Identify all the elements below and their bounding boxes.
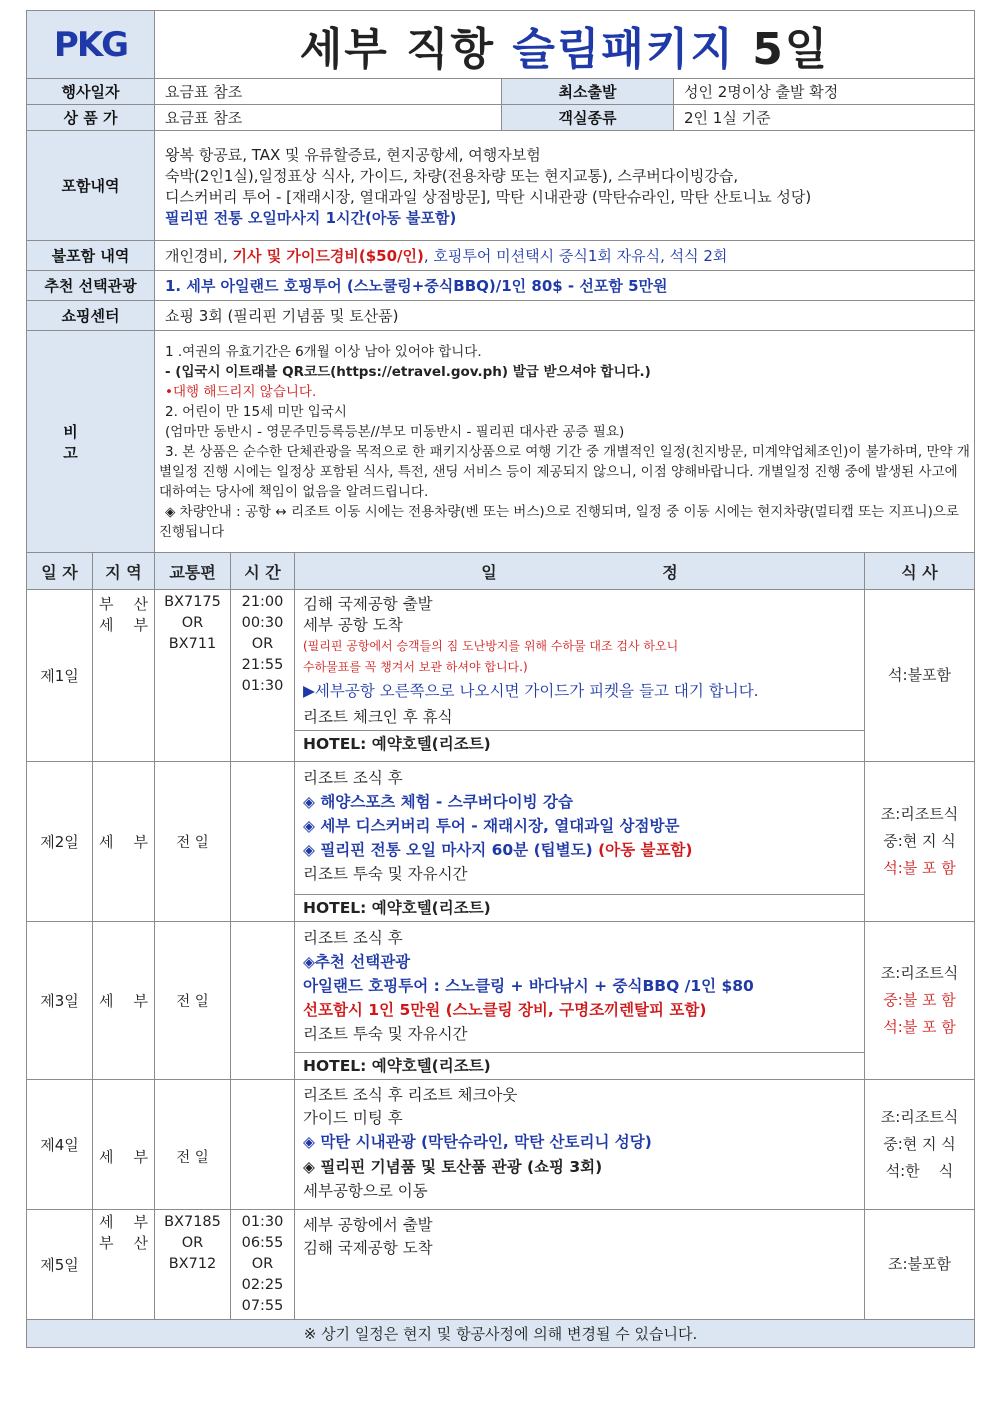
note-4: 2. 어린이 만 15세 미만 입국시	[165, 403, 347, 420]
min-departure-label: 최소출발	[502, 79, 674, 105]
schedule-detail: 김해 국제공항 출발 세부 공항 도착 (필리핀 공항에서 승객들의 짐 도난방지를 위해 수하물 대조 검사 하오니 수하물표를 꼭 챙겨서 보관 하셔야 합니다.) ▶세부공항 오른쪽으로 나오시면 가이드가 피켓을 들고 대기 합니다. 리조트 체크인 후 휴식 HOTEL: 예약호텔(리조트)	[295, 590, 865, 762]
flight-times	[231, 1080, 295, 1210]
room-type-label: 객실종류	[502, 105, 674, 131]
excluded-label: 불포함 내역	[27, 241, 155, 271]
transport: BX7185 OR BX712	[155, 1210, 231, 1320]
meal-info: 석:불포함	[865, 590, 975, 762]
day-row	[27, 762, 975, 922]
day-row	[27, 922, 975, 1080]
pkg-badge: PKG	[27, 11, 155, 79]
optional-tour-value: 1. 세부 아일랜드 호핑투어 (스노쿨링+중식BBQ)/1인 80$ - 선포함 5만원	[155, 271, 975, 301]
col-day: 일 자	[27, 553, 93, 590]
transport: 전 일	[155, 1080, 231, 1210]
hotel-info: HOTEL: 예약호텔(리조트)	[295, 894, 864, 921]
day-label: 제3일	[27, 922, 93, 1080]
note-7: ◈ 차량안내 : 공항 ↔ 리조트 이동 시에는 전용차량(벤 또는 버스)으로 진행되며, 일정 중 이동 시에는 현지차량(멀티캡 또는 지프니)으로 진행됩니다	[159, 503, 959, 540]
region: 세 부 부 산	[93, 1210, 155, 1320]
region: 세 부	[93, 762, 155, 922]
optional-tour-label: 추천 선택관광	[27, 271, 155, 301]
date-value: 요금표 참조	[155, 79, 502, 105]
footer-row	[27, 1320, 975, 1348]
day-row	[27, 1210, 975, 1320]
schedule-detail: 리조트 조식 후 리조트 체크아웃 가이드 미팅 후 ◈ 막탄 시내관광 (막탄슈라인, 막탄 산토리니 성당) ◈ 필리핀 기념품 및 토산품 관광 (쇼핑 3회) 세부공항으로 이동	[295, 1080, 865, 1210]
col-region: 지 역	[93, 553, 155, 590]
col-transport: 교통편	[155, 553, 231, 590]
title-table	[26, 10, 975, 79]
flight-times	[231, 922, 295, 1080]
transport: BX7175 OR BX711	[155, 590, 231, 762]
day-label: 제2일	[27, 762, 93, 922]
date-label: 행사일자	[27, 79, 155, 105]
region: 부 산 세 부	[93, 590, 155, 762]
price-label: 상 품 가	[27, 105, 155, 131]
included-content	[155, 131, 975, 241]
min-departure-value: 성인 2명이상 출발 확정	[674, 79, 975, 105]
note-2: - (입국시 이트래블 QR코드(https://etravel.gov.ph) 발급 받으셔야 합니다.)	[165, 363, 651, 380]
included-line-3: 디스커버리 투어 - [재래시장, 열대과일 상점방문], 막탄 시내관광 (막탄슈라인, 막탄 산토니뇨 성당)	[165, 187, 812, 206]
meal-info: 조:리조트식 중:불 포 함 석:불 포 함	[865, 922, 975, 1080]
included-line-1: 왕복 항공료, TAX 및 유류할증료, 현지공항세, 여행자보험	[165, 145, 541, 164]
price-value: 요금표 참조	[155, 105, 502, 131]
day-row	[27, 1080, 975, 1210]
meal-info: 조:불포함	[865, 1210, 975, 1320]
excluded-content: 개인경비, 기사 및 가이드경비($50/인), 호핑투어 미션택시 중식1회 자유식, 석식 2회	[155, 241, 975, 271]
flight-times: 01:30 06:55 OR 02:25 07:55	[231, 1210, 295, 1320]
hotel-info: HOTEL: 예약호텔(리조트)	[295, 1052, 864, 1079]
included-line-2: 숙박(2인1실),일정표상 식사, 가이드, 차량(전용차량 또는 현지교통), 스쿠버다이빙강습,	[165, 166, 739, 185]
page-title: 세부 직항 슬림패키지 5일	[155, 11, 975, 79]
schedule-header	[27, 553, 975, 590]
col-meal: 식 사	[865, 553, 975, 590]
shopping-value: 쇼핑 3회 (필리핀 기념품 및 토산품)	[155, 301, 975, 331]
footer-note: ※ 상기 일정은 현지 및 항공사정에 의해 변경될 수 있습니다.	[27, 1320, 975, 1348]
col-schedule: 일 정	[295, 553, 865, 590]
included-label: 포함내역	[27, 131, 155, 241]
day-label: 제5일	[27, 1210, 93, 1320]
schedule-detail: 리조트 조식 후 ◈ 해양스포츠 체험 - 스쿠버다이빙 강습 ◈ 세부 디스커버리 투어 - 재래시장, 열대과일 상점방문 ◈ 필리핀 전통 오일 마사지 60분 (팁별도) (아동 불포함) 리조트 투숙 및 자유시간 HOTEL: 예약호텔(리조트)	[295, 762, 865, 922]
region: 세 부	[93, 1080, 155, 1210]
transport: 전 일	[155, 922, 231, 1080]
note-3: •대행 해드리지 않습니다.	[165, 383, 317, 400]
meal-info: 조:리조트식 중:현 지 식 석:불 포 함	[865, 762, 975, 922]
notes-content	[155, 331, 975, 553]
schedule-table	[26, 552, 975, 1348]
shopping-label: 쇼핑센터	[27, 301, 155, 331]
schedule-detail: 세부 공항에서 출발 김해 국제공항 도착	[295, 1210, 865, 1320]
col-time: 시 간	[231, 553, 295, 590]
info-table	[26, 78, 975, 553]
room-type-value: 2인 1실 기준	[674, 105, 975, 131]
flight-times	[231, 762, 295, 922]
schedule-detail: 리조트 조식 후 ◈추천 선택관광 아일랜드 호핑투어 : 스노클링 + 바다낚시 + 중식BBQ /1인 $80 선포함시 1인 5만원 (스노클링 장비, 구명조끼렌탈피 포함) 리조트 투숙 및 자유시간 HOTEL: 예약호텔(리조트)	[295, 922, 865, 1080]
day-label: 제1일	[27, 590, 93, 762]
note-6: 3. 본 상품은 순수한 단체관광을 목적으로 한 패키지상품으로 여행 기간 중 개별적인 일정(친지방문, 미계약업체조인)이 불가하며, 만약 개별일정 진행 시에는 일정상 포함된 식사, 특전, 샌딩 서비스 등이 제공되지 않으니, 이점 양해바랍니다. 개별일정 진행 중에 발생된 사고에 대하여는 당사에 책임이 없음을 알려드립니다.	[159, 443, 970, 500]
region: 세 부	[93, 922, 155, 1080]
notes-label: 비 고	[27, 331, 155, 553]
meal-info: 조:리조트식 중:현 지 식 석:한 식	[865, 1080, 975, 1210]
hotel-info: HOTEL: 예약호텔(리조트)	[295, 730, 864, 757]
transport: 전 일	[155, 762, 231, 922]
flight-times: 21:00 00:30 OR 21:55 01:30	[231, 590, 295, 762]
itinerary-sheet	[26, 10, 974, 1348]
note-1: 1 .여권의 유효기간은 6개월 이상 남아 있어야 합니다.	[165, 343, 482, 360]
day-row	[27, 590, 975, 762]
note-5: (엄마만 동반시 - 영문주민등록등본//부모 미동반시 - 필리핀 대사관 공증 필요)	[165, 423, 625, 440]
included-massage: 필리핀 전통 오일마사지 1시간(아동 불포함)	[165, 208, 457, 227]
day-label: 제4일	[27, 1080, 93, 1210]
